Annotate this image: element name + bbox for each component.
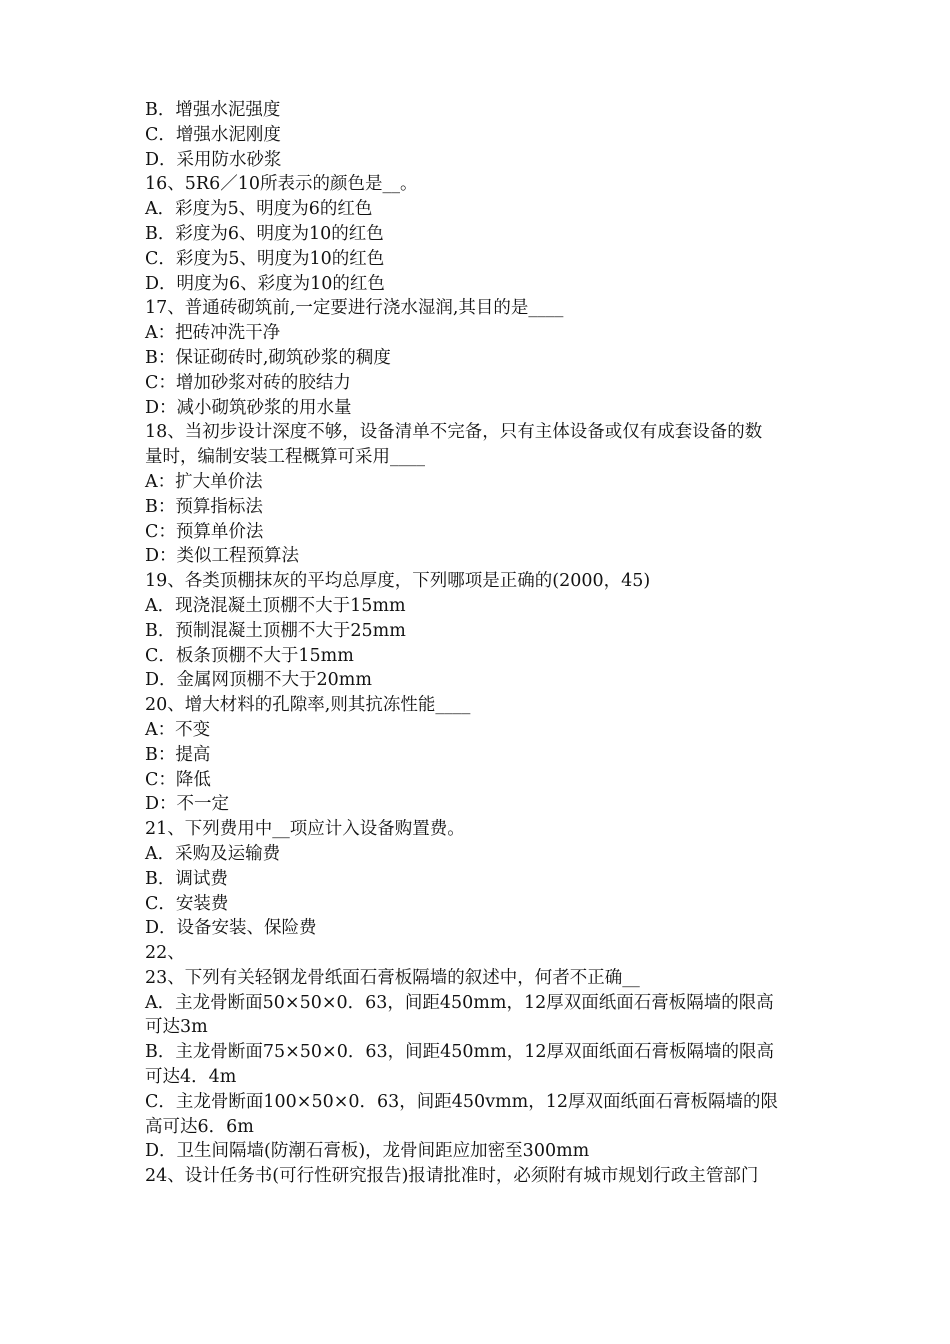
- question-20: 20、增大材料的孔隙率,则其抗冻性能____: [145, 695, 471, 716]
- question-24: 24、设计任务书(可行性研究报告)报请批准时，必须附有城市规划行政主管部门: [145, 1166, 759, 1187]
- question-18-line2: 量时，编制安装工程概算可采用____: [145, 447, 425, 468]
- q16-option-d: D．明度为6、彩度为10的红色: [145, 273, 385, 294]
- q20-option-b: B：提高: [145, 744, 211, 765]
- q21-option-c: C．安装费: [145, 893, 229, 914]
- q23-option-b-line2: 可达4．4m: [145, 1067, 237, 1088]
- q16-option-b: B．彩度为6、明度为10的红色: [145, 223, 384, 244]
- q16-option-c: C．彩度为5、明度为10的红色: [145, 248, 385, 269]
- q18-option-d: D：类似工程预算法: [145, 546, 300, 567]
- q21-option-a: A．采购及运输费: [145, 843, 281, 864]
- q23-option-a-line2: 可达3m: [145, 1017, 208, 1038]
- q18-option-a: A：扩大单价法: [145, 471, 263, 492]
- option-d-16prev: D．采用防水砂浆: [145, 149, 282, 170]
- q20-option-d: D：不一定: [145, 794, 230, 815]
- q17-option-c: C：增加砂浆对砖的胶结力: [145, 372, 351, 393]
- q21-option-b: B．调试费: [145, 868, 228, 889]
- q18-option-b: B：预算指标法: [145, 496, 263, 517]
- q23-option-b-line1: B．主龙骨断面75×50×0．63，间距450mm，12厚双面纸面石膏板隔墙的限高: [145, 1042, 774, 1063]
- option-c-16prev: C．增强水泥刚度: [145, 124, 281, 145]
- q16-option-a: A．彩度为5、明度为6的红色: [145, 199, 373, 220]
- q19-option-a: A．现浇混凝土顶棚不大于15mm: [145, 595, 406, 616]
- question-23: 23、下列有关轻钢龙骨纸面石膏板隔墙的叙述中，何者不正确__: [145, 967, 640, 988]
- question-17: 17、普通砖砌筑前,一定要进行浇水湿润,其目的是____: [145, 298, 564, 319]
- question-21: 21、下列费用中__项应计入设备购置费。: [145, 819, 465, 840]
- question-16: 16、5R6／10所表示的颜色是__。: [145, 174, 418, 195]
- q23-option-d: D．卫生间隔墙(防潮石膏板)，龙骨间距应加密至300mm: [145, 1141, 590, 1162]
- q18-option-c: C：预算单价法: [145, 521, 264, 542]
- q17-option-b: B：保证砌砖时,砌筑砂浆的稠度: [145, 347, 391, 368]
- q23-option-c-line2: 高可达6．6m: [145, 1116, 254, 1137]
- document-page: [145, 98, 813, 1189]
- question-22: 22、: [145, 943, 185, 964]
- question-19: 19、各类顶棚抹灰的平均总厚度，下列哪项是正确的(2000，45): [145, 571, 651, 592]
- q20-option-c: C：降低: [145, 769, 211, 790]
- q20-option-a: A：不变: [145, 719, 211, 740]
- q21-option-d: D．设备安装、保险费: [145, 918, 317, 939]
- option-b-16prev: B．增强水泥强度: [145, 100, 281, 120]
- q19-option-b: B．预制混凝土顶棚不大于25mm: [145, 620, 406, 641]
- q17-option-d: D：减小砌筑砂浆的用水量: [145, 397, 352, 418]
- q19-option-d: D．金属网顶棚不大于20mm: [145, 670, 372, 691]
- q23-option-c-line1: C．主龙骨断面100×50×0．63，间距450vmm，12厚双面纸面石膏板隔墙的限: [145, 1091, 779, 1112]
- question-18-line1: 18、当初步设计深度不够，设备清单不完备，只有主体设备或仅有成套设备的数: [145, 422, 763, 443]
- q23-option-a-line1: A．主龙骨断面50×50×0．63，间距450mm，12厚双面纸面石膏板隔墙的限高: [145, 992, 774, 1013]
- q19-option-c: C．板条顶棚不大于15mm: [145, 645, 354, 666]
- q17-option-a: A：把砖冲洗干净: [145, 323, 281, 344]
